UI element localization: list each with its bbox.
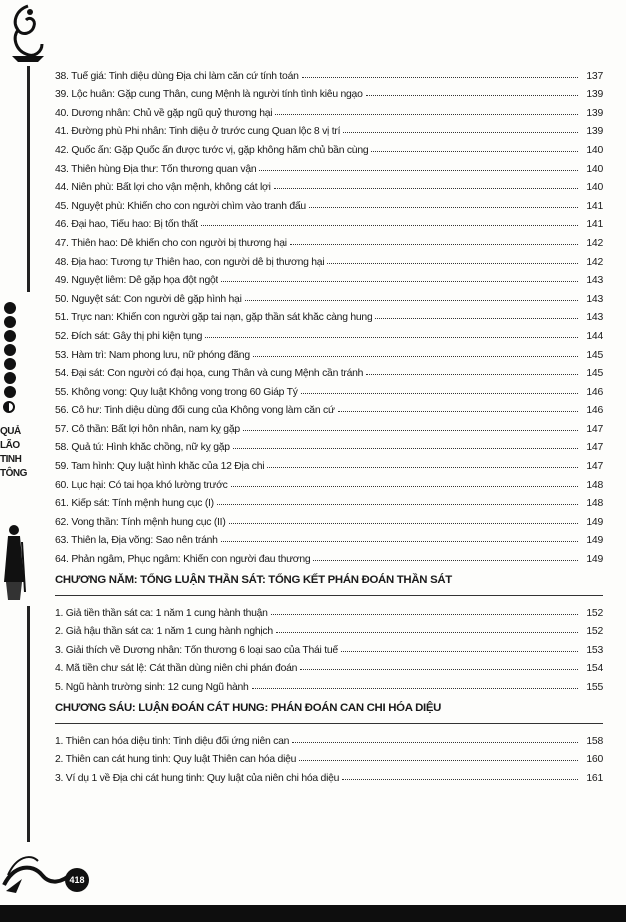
entry-title: 61. Kiếp sát: Tính mệnh hung cục (I) xyxy=(55,498,214,510)
toc-entry xyxy=(55,193,603,212)
entry-page: 154 xyxy=(586,663,603,675)
dot-leader xyxy=(327,263,578,264)
toc-entry xyxy=(55,82,603,101)
toc-entry xyxy=(55,619,603,638)
entry-title: 45. Nguyệt phù: Khiến cho con người chìm vào tranh đấu xyxy=(55,200,306,212)
dot-leader xyxy=(371,151,578,152)
margin-rule-bottom xyxy=(27,606,30,842)
toc-entry xyxy=(55,212,603,231)
dot-leader xyxy=(299,760,578,761)
entry-title: 57. Cô thần: Bất lợi hôn nhân, nam kỵ gặp xyxy=(55,423,240,435)
entry-page: 141 xyxy=(586,200,603,212)
toc-entry xyxy=(55,63,603,82)
toc-section-2 xyxy=(55,600,603,693)
dot-leader xyxy=(271,614,578,615)
entry-page: 158 xyxy=(586,735,603,747)
dot-leader xyxy=(309,207,578,208)
entry-title: 41. Đường phù Phi nhẫn: Tinh diệu ở trước cung Quan lộc 8 vị trí xyxy=(55,126,341,138)
entry-title: 50. Nguyệt sát: Con người dễ gặp hình hại xyxy=(55,293,242,305)
entry-title: 64. Phản ngâm, Phục ngâm: Khiến con người đau thương xyxy=(55,554,311,566)
left-margin-decoration xyxy=(0,0,52,922)
entry-title: 54. Đại sát: Con người có đại họa, cung Thân và cung Mệnh cần tránh xyxy=(55,368,364,380)
entry-title: 38. Tuế giá: Tinh diệu dùng Địa chi làm căn cứ tính toán xyxy=(55,70,299,82)
toc-entry xyxy=(55,747,603,766)
entry-page: 140 xyxy=(586,182,603,194)
entry-page: 142 xyxy=(586,256,603,268)
entry-page: 152 xyxy=(586,607,603,619)
entry-page: 147 xyxy=(586,423,603,435)
entry-title: 60. Lục hại: Có tai họa khó lường trước xyxy=(55,479,228,491)
dot-leader xyxy=(252,688,578,689)
dot-leader xyxy=(366,95,578,96)
entry-title: 1. Giả tiền thần sát ca: 1 năm 1 cung hành thuận xyxy=(55,607,268,619)
dot-leader xyxy=(274,188,578,189)
entry-title: 53. Hàm trì: Nam phong lưu, nữ phóng đãng xyxy=(55,349,250,361)
toc-entry xyxy=(55,528,603,547)
entry-page: 149 xyxy=(586,554,603,566)
dot-leader xyxy=(243,430,578,431)
dot-leader xyxy=(342,779,578,780)
entry-page: 153 xyxy=(586,644,603,656)
entry-title: 3. Ví dụ 1 về Địa chi cát hung tinh: Quy luật của niên chi hóa diệu xyxy=(55,772,340,784)
toc-entry xyxy=(55,175,603,194)
entry-page: 143 xyxy=(586,275,603,287)
entry-title: 51. Trực nan: Khiến con người gặp tai nạn, gặp thần sát khắc càng hung xyxy=(55,312,373,324)
entry-page: 137 xyxy=(586,70,603,82)
toc-entry xyxy=(55,656,603,675)
divider xyxy=(55,723,603,724)
entry-title: 44. Niên phù: Bất lợi cho vận mệnh, không cát lợi xyxy=(55,182,271,194)
toc-entry xyxy=(55,600,603,619)
toc-entry xyxy=(55,156,603,175)
entry-page: 143 xyxy=(586,312,603,324)
toc-entry xyxy=(55,637,603,656)
entry-page: 141 xyxy=(586,219,603,231)
toc-entry xyxy=(55,119,603,138)
entry-title: 55. Không vong: Quy luật Không vong trong 60 Giáp Tý xyxy=(55,386,298,398)
entry-page: 149 xyxy=(586,535,603,547)
entry-title: 5. Ngũ hành trường sinh: 12 cung Ngũ hành xyxy=(55,682,249,693)
chapter-heading: CHƯƠNG SÁU: LUẬN ĐOÁN CÁT HUNG: PHÁN ĐOÁN CAN CHI HÓA DIỆU xyxy=(55,702,442,714)
dot-leader xyxy=(245,300,578,301)
entry-page: 147 xyxy=(586,461,603,473)
entry-title: 43. Thiên hùng Địa thư: Tổn thương quan vận xyxy=(55,163,257,175)
entry-title: 39. Lộc huân: Gặp cung Thân, cung Mệnh là người tính tình kiêu ngạo xyxy=(55,89,363,101)
toc-entry xyxy=(55,728,603,747)
entry-page: 155 xyxy=(586,682,603,693)
chapter-five xyxy=(55,568,603,693)
toc-entry xyxy=(55,546,603,565)
entry-page: 140 xyxy=(586,163,603,175)
toc-entry xyxy=(55,305,603,324)
entry-page: 139 xyxy=(586,126,603,138)
entry-page: 144 xyxy=(586,330,603,342)
dot-leader xyxy=(375,318,578,319)
toc-entry xyxy=(55,342,603,361)
entry-page: 146 xyxy=(586,386,603,398)
entry-title: 40. Dương nhẫn: Chủ về gặp ngũ quỷ thương hại xyxy=(55,107,273,119)
dot-leader xyxy=(300,669,578,670)
toc-entry xyxy=(55,453,603,472)
entry-title: 49. Nguyệt liêm: Dễ gặp họa đột ngột xyxy=(55,275,219,287)
dot-leader xyxy=(366,374,578,375)
entry-title: 48. Địa hao: Tương tự Thiên hao, con người dễ bị thương hại xyxy=(55,256,325,268)
toc-section-3 xyxy=(55,728,603,784)
dot-leader xyxy=(233,448,578,449)
toc-entry xyxy=(55,137,603,156)
toc-entry xyxy=(55,100,603,119)
dot-leader xyxy=(343,132,578,133)
vertical-book-title: QUẢ LÃO TINH TÔNG xyxy=(0,426,27,479)
entry-page: 145 xyxy=(586,349,603,361)
dot-leader xyxy=(292,742,578,743)
toc-entry xyxy=(55,491,603,510)
toc-entry xyxy=(55,416,603,435)
dot-leader xyxy=(217,504,578,505)
dot-leader xyxy=(313,560,578,561)
toc-entry xyxy=(55,472,603,491)
entry-title: 4. Mã tiền chư sát lệ: Cát thần dùng niên chi phán đoán xyxy=(55,663,298,675)
entry-title: 58. Quả tú: Hình khắc chồng, nữ kỵ gặp xyxy=(55,442,230,454)
dot-leader xyxy=(205,337,578,338)
entry-title: 62. Vong thần: Tính mệnh hung cục (II) xyxy=(55,516,226,528)
entry-page: 146 xyxy=(586,405,603,417)
entry-title: 52. Đích sát: Gây thị phi kiện tụng xyxy=(55,330,203,342)
entry-page: 147 xyxy=(586,442,603,454)
entry-title: 47. Thiên hao: Dễ khiến cho con người bị thương hại xyxy=(55,237,287,249)
dot-leader xyxy=(301,393,578,394)
dot-leader xyxy=(267,467,578,468)
dot-leader xyxy=(229,523,578,524)
table-of-contents xyxy=(55,63,603,784)
dragon-ornament-icon xyxy=(8,4,48,64)
yin-yang-icon xyxy=(3,401,15,413)
toc-entry xyxy=(55,249,603,268)
page-number: 418 xyxy=(65,868,89,892)
entry-page: 145 xyxy=(586,368,603,380)
dot-leader xyxy=(276,632,578,633)
entry-title: 2. Giả hậu thần sát ca: 1 năm 1 cung hành nghịch xyxy=(55,626,273,638)
toc-entry xyxy=(55,435,603,454)
entry-page: 152 xyxy=(586,626,603,638)
entry-page: 143 xyxy=(586,293,603,305)
dot-leader xyxy=(253,356,578,357)
dot-leader xyxy=(302,77,578,78)
entry-title: 3. Giải thích về Dương nhẫn: Tổn thương 6 loại sao của Thái tuế xyxy=(55,644,338,656)
entry-page: 160 xyxy=(586,754,603,766)
sage-figure-icon xyxy=(2,522,26,602)
dot-leader xyxy=(259,170,578,171)
entry-title: 2. Thiên can cát hung tinh: Quy luật Thiên can hóa diệu xyxy=(55,754,297,766)
dot-leader xyxy=(341,651,578,652)
dot-leader xyxy=(275,114,578,115)
chapter-heading: CHƯƠNG NĂM: TỔNG LUẬN THẦN SÁT: TỔNG KẾT PHÁN ĐOÁN THẦN SÁT xyxy=(55,574,452,587)
entry-page: 142 xyxy=(586,237,603,249)
entry-page: 149 xyxy=(586,516,603,528)
dot-leader xyxy=(221,541,578,542)
entry-page: 148 xyxy=(586,479,603,491)
bottom-black-bar xyxy=(0,905,626,922)
toc-entry xyxy=(55,765,603,784)
toc-entry xyxy=(55,674,603,693)
chapter-six xyxy=(55,696,603,784)
entry-title: 59. Tam hình: Quy luật hình khắc của 12 Địa chi xyxy=(55,461,265,473)
entry-page: 140 xyxy=(586,144,603,156)
entry-title: 1. Thiên can hóa diệu tinh: Tinh diệu đối ứng niên can xyxy=(55,735,290,747)
toc-entry xyxy=(55,361,603,380)
entry-page: 161 xyxy=(586,772,603,784)
divider xyxy=(55,595,603,596)
toc-entry xyxy=(55,286,603,305)
toc-entry xyxy=(55,268,603,287)
toc-entry xyxy=(55,230,603,249)
entry-page: 139 xyxy=(586,89,603,101)
toc-section-1 xyxy=(55,63,603,565)
dot-leader xyxy=(221,281,578,282)
entry-title: 63. Thiên la, Địa võng: Sao nên tránh xyxy=(55,535,218,547)
entry-title: 56. Cô hư: Tinh diệu dùng đối cung của Không vong làm căn cứ xyxy=(55,405,335,417)
dot-leader xyxy=(338,411,578,412)
margin-bullets xyxy=(2,300,26,416)
dot-leader xyxy=(201,225,578,226)
margin-rule-top xyxy=(27,66,30,292)
dot-leader xyxy=(231,486,578,487)
dragon-tail-ornament-icon xyxy=(2,845,74,895)
toc-entry xyxy=(55,509,603,528)
entry-title: 42. Quốc ấn: Gặp Quốc ấn được tước vị, gặp không hãm chủ bần cùng xyxy=(55,144,369,156)
dot-leader xyxy=(290,244,578,245)
entry-page: 148 xyxy=(586,498,603,510)
toc-entry xyxy=(55,379,603,398)
entry-page: 139 xyxy=(586,107,603,119)
toc-entry xyxy=(55,398,603,417)
entry-title: 46. Đại hao, Tiểu hao: Bị tổn thất xyxy=(55,219,198,231)
toc-entry xyxy=(55,323,603,342)
